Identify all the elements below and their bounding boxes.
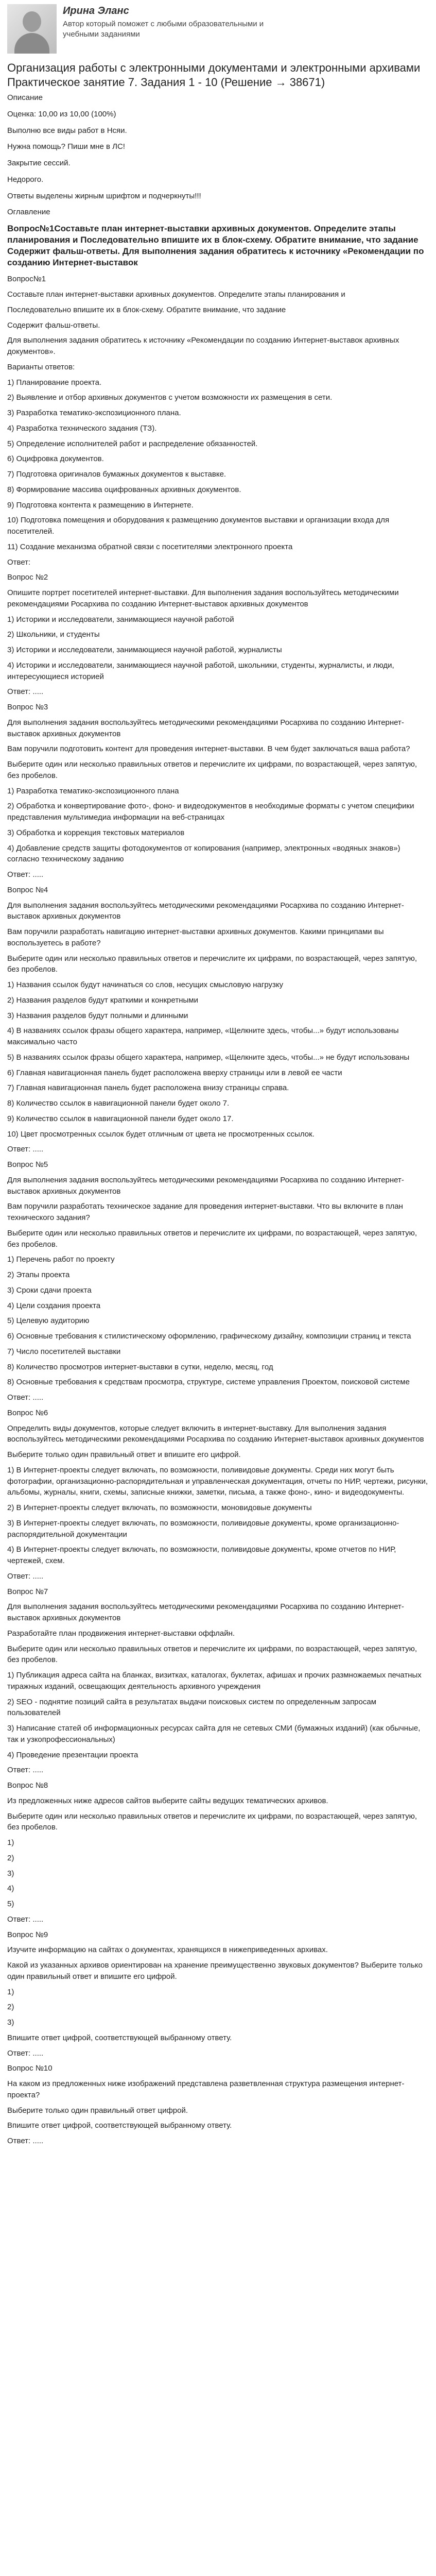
question-line: 1) Публикация адреса сайта на бланках, визитках, каталогах, буклетах, афишах и прочих размножаемых печатных тиражных изданий, освещающих деятельность архивного учреждения	[7, 1671, 422, 1691]
question-label: Вопрос №3	[7, 703, 48, 712]
question-line: Варианты ответов:	[7, 362, 75, 371]
meta-line: Ответы выделены жирным шрифтом и подчеркнуты!!!	[7, 191, 201, 200]
question-line: 7) Число посетителей выставки	[7, 1347, 121, 1356]
question-block	[7, 885, 429, 1155]
question-line: 8) Основные требования к средствам просмотра, структуре, системе управления Проектом, поисковой системе	[7, 1378, 410, 1387]
question-line: Ответ: .....	[7, 870, 44, 879]
question-line: 2) В Интернет-проекты следует включать, по возможности, моновидовые документы	[7, 1503, 312, 1513]
question-line: 1)	[7, 1987, 14, 1996]
question-line: Выберите только один правильный ответ цифрой.	[7, 2106, 188, 2115]
question-line: 1) В Интернет-проекты следует включать, по возможности, поливидовые документы. Среди них могут быть фотографии, организационно-распорядительная и управленческая документация, отчеты по НИР, чертежи, рисунки, альбомы, журналы, книги, схемы, записные книжки, заметки, письма, а также фоно-, кино- и видеодокументы.	[7, 1465, 428, 1497]
question-line: Опишите портрет посетителей интернет-выставки. Для выполнения задания воспользуйтесь методическими рекомендациями Росархива по созданию Интернет-выставок архивных документов	[7, 588, 399, 608]
question-block	[7, 1408, 429, 1582]
meta-line: Выполню все виды работ в Нсяи.	[7, 126, 127, 135]
question-label: Вопрос №9	[7, 1930, 48, 1939]
question-line: Ответ: .....	[7, 1145, 44, 1154]
question-line: 4)	[7, 1884, 14, 1893]
question-line: 2) Обработка и конвертирование фото-, фоно- и видеодокументов в необходимые форматы с учетом специфики представления мультимедиа информации на веб-страницах	[7, 802, 414, 822]
question-block	[7, 274, 429, 568]
question-line: Составьте план интернет-выставки архивных документов. Определите этапы планирования и	[7, 290, 345, 299]
question-line: Изучите информацию на сайтах о документах, хранящихся в нижеприведенных архивах.	[7, 1945, 328, 1955]
question-line: 2) Выявление и отбор архивных документов с учетом возможности их размещения в сети.	[7, 393, 333, 402]
question-line: 10) Подготовка помещения и оборудования к размещению документов выставки и организации входа для посетителей.	[7, 516, 390, 536]
question-line: 9) Подготовка контента к размещению в Интернете.	[7, 500, 194, 510]
author-info	[63, 4, 289, 39]
question-line: 4) В названиях ссылок фразы общего характера, например, «Щелкните здесь, чтобы...» будут использованы максимально часто	[7, 1026, 399, 1047]
meta-line: Описание	[7, 93, 43, 102]
question-line: 4) Разработка технического задания (ТЗ).	[7, 423, 157, 433]
question-line: Из предложенных ниже адресов сайтов выберите сайты ведущих тематических архивов.	[7, 1796, 328, 1805]
question-line: 8) Формирование массива оцифрованных архивных документов.	[7, 485, 241, 494]
question-line: 3) Написание статей об информационных ресурсах сайта для не сетевых СМИ (бумажных изданий) (как обычные, так и узкопрофессиональных)	[7, 1724, 421, 1744]
question-line: 1) Историки и исследователи, занимающиеся научной работой	[7, 615, 234, 624]
question-line: Вам поручили разработать техническое задание для проведения интернет-выставки. Что вы включите в план технического задания?	[7, 1202, 403, 1223]
question-line: 5) В названиях ссылок фразы общего характера, например, «Щелкните здесь, чтобы...» не будут использованы	[7, 1053, 410, 1062]
question-line: Выберите один или несколько правильных ответов и перечислите их цифрами, по возрастающей, через запятую, без пробелов.	[7, 760, 417, 780]
question-line: 5) Определение исполнителей работ и распределение обязанностей.	[7, 439, 258, 448]
question-line: Для выполнения задания воспользуйтесь методическими рекомендациями Росархива по созданию Интернет-выставок архивных документов	[7, 718, 404, 738]
question-line: Ответ:	[7, 557, 31, 567]
question-line: 7) Подготовка оригиналов бумажных документов к выставке.	[7, 470, 226, 479]
question-label: Вопрос №8	[7, 1781, 48, 1790]
question-line: 2) SEO - поднятие позиций сайта в результатах выдачи поисковых систем по определенным запросам пользователей	[7, 1697, 377, 1718]
questions-section	[7, 274, 429, 2147]
question-label: Вопрос№1	[7, 275, 46, 284]
question-line: Для выполнения задания воспользуйтесь методическими рекомендациями Росархива по созданию Интернет-выставок архивных документов	[7, 1175, 404, 1196]
question-line: Ответ: .....	[7, 1766, 44, 1775]
question-line: Впишите ответ цифрой, соответствующей выбранному ответу.	[7, 2121, 232, 2130]
question-line: 7) Главная навигационная панель будет расположена внизу страницы справа.	[7, 1083, 289, 1093]
question-line: 1) Названия ссылок будут начинаться со слов, несущих смысловую нагрузку	[7, 980, 284, 990]
question-line: 8) Количество ссылок в навигационной панели будет около 7.	[7, 1099, 230, 1108]
meta-line: Закрытие сессий.	[7, 159, 71, 167]
meta-section	[7, 92, 429, 218]
question-label: Вопрос №10	[7, 2064, 53, 2073]
question-block	[7, 1780, 429, 1925]
question-line: 4) Цели создания проекта	[7, 1301, 101, 1310]
question-line: Выберите один или несколько правильных ответов и перечислите их цифрами, по возрастающей, через запятую, без пробелов.	[7, 1228, 417, 1249]
question-line: 2)	[7, 1853, 14, 1862]
question-line: 4) Проведение презентации проекта	[7, 1750, 138, 1759]
avatar[interactable]	[7, 4, 57, 54]
question-line: 11) Создание механизма обратной связи с посетителями электронного проекта	[7, 542, 293, 551]
question-line: 6) Оцифровка документов.	[7, 454, 104, 464]
question-line: 2)	[7, 2003, 14, 2012]
question-block	[7, 1586, 429, 1776]
question-line: Последовательно впишите их в блок-схему. Обратите внимание, что задание	[7, 305, 286, 314]
question-line: 2) Этапы проекта	[7, 1270, 70, 1280]
question-line: 3)	[7, 2018, 14, 2027]
question-line: 4) В Интернет-проекты следует включать, по возможности, поливидовые документы, кроме отчетов по НИР, чертежей, схем.	[7, 1545, 396, 1566]
highlight-heading: Вопрос№1Составьте план интернет-выставки архивных документов. Определите этапы планирования и Последовательно впишите их в блок-схему. Обратите внимание, что задание Содержит фальш-ответы. Для выполнения задания обратитесь к источнику «Рекомендации по созданию Интернет-выставок	[7, 224, 424, 268]
question-label: Вопрос №4	[7, 885, 48, 894]
question-line: На каком из предложенных ниже изображений представлена разветвленная структура размещения интернет-проекта?	[7, 2079, 405, 2099]
question-block	[7, 2063, 429, 2147]
question-line: 3) Историки и исследователи, занимающиеся научной работой, журналисты	[7, 646, 282, 655]
question-line: 6) Основные требования к стилистическому оформлению, графическому дизайну, композиции страниц и текста	[7, 1332, 411, 1341]
question-line: 8) Количество просмотров интернет-выставки в сутки, неделю, месяц, год	[7, 1362, 273, 1371]
question-line: 5)	[7, 1900, 14, 1909]
question-line: Впишите ответ цифрой, соответствующей выбранному ответу.	[7, 2033, 232, 2042]
question-line: Определить виды документов, которые следует включить в интернет-выставку. Для выполнения задания воспользуйтесь методическими рекомендациями Росархива по созданию Интернет-выставок архивных документов	[7, 1423, 424, 1444]
question-line: Выберите один или несколько правильных ответов и перечислите их цифрами, по возрастающей, через запятую, без пробелов.	[7, 954, 417, 974]
question-line: 3) Названия разделов будут полными и длинными	[7, 1011, 188, 1020]
question-line: Разработайте план продвижения интернет-выставки оффлайн.	[7, 1629, 235, 1638]
question-label: Вопрос №2	[7, 573, 48, 582]
question-line: Ответ: .....	[7, 687, 44, 697]
question-line: Выберите один или несколько правильных ответов и перечислите их цифрами, по возрастающей, через запятую, без пробелов.	[7, 1811, 417, 1832]
avatar-body-shape	[14, 33, 49, 54]
question-line: 2) Названия разделов будут краткими и конкретными	[7, 995, 198, 1005]
question-block	[7, 1929, 429, 2059]
question-line: 1) Перечень работ по проекту	[7, 1255, 115, 1264]
question-line: Выберите только один правильный ответ и впишите его цифрой.	[7, 1450, 241, 1460]
question-line: 2) Школьники, и студенты	[7, 630, 100, 639]
question-line: Вам поручили разработать навигацию интернет-выставки архивных документов. Какими принципами вы воспользуетесь в работе?	[7, 927, 384, 947]
question-line: Ответ: .....	[7, 2048, 44, 2058]
question-block	[7, 1159, 429, 1403]
meta-line: Недорого.	[7, 175, 44, 184]
author-header	[7, 4, 429, 54]
question-line: 1) Планирование проекта.	[7, 378, 102, 387]
question-line: Выберите один или несколько правильных ответов и перечислите их цифрами, по возрастающей, через запятую, без пробелов.	[7, 1644, 417, 1665]
question-line: 3)	[7, 1869, 14, 1878]
author-name[interactable]: Ирина Эланс	[63, 5, 129, 16]
meta-line: Оценка: 10,00 из 10,00 (100%)	[7, 109, 116, 118]
question-line: Содержит фальш-ответы.	[7, 320, 100, 330]
question-line: Для выполнения задания обратитесь к источнику «Рекомендации по созданию Интернет-выставок архивных документов».	[7, 336, 399, 357]
question-line: 3) Обработка и коррекция текстовых материалов	[7, 828, 185, 837]
meta-line: Нужна помощь? Пиши мне в ЛС!	[7, 142, 125, 151]
question-label: Вопрос №6	[7, 1408, 48, 1417]
question-line: 9) Количество ссылок в навигационной панели будет около 17.	[7, 1114, 234, 1123]
author-bio: Автор который поможет с любыми образовательными и учебными заданиями	[63, 20, 264, 39]
question-line: Для выполнения задания воспользуйтесь методическими рекомендациями Росархива по созданию Интернет-выставок архивных документов	[7, 1602, 404, 1623]
question-line: Какой из указанных архивов ориентирован на хранение преимущественно звуковых документов? Выберите только один правильный ответ и впишите его цифрой.	[7, 1961, 423, 1981]
question-line: Ответ: .....	[7, 1393, 44, 1402]
question-line: 3) Сроки сдачи проекта	[7, 1285, 92, 1295]
question-line: 4) Добавление средств защиты фотодокументов от копирования (например, электронных «водяных знаков») согласно техническому заданию	[7, 843, 400, 864]
question-line: 4) Историки и исследователи, занимающиеся научной работой, школьники, студенты, журналисты, и люди, интересующиеся историей	[7, 660, 394, 681]
question-line: 3) Разработка тематико-экспозиционного плана.	[7, 409, 181, 418]
question-label: Вопрос №7	[7, 1587, 48, 1596]
question-line: Для выполнения задания воспользуйтесь методическими рекомендациями Росархива по созданию Интернет-выставок архивных документов	[7, 901, 404, 921]
question-line: 1) Разработка тематико-экспозиционного плана	[7, 786, 179, 795]
question-block	[7, 572, 429, 698]
question-block	[7, 702, 429, 880]
question-line: Вам поручили подготовить контент для проведения интернет-выставки. В чем будет заключаться ваша работа?	[7, 744, 410, 754]
meta-line: Оглавление	[7, 208, 50, 217]
question-line: 10) Цвет просмотренных ссылок будет отличным от цвета не просмотренных ссылок.	[7, 1129, 315, 1139]
question-label: Вопрос №5	[7, 1160, 48, 1170]
question-line: 3) В Интернет-проекты следует включать, по возможности, поливидовые документы, кроме организационно-распорядительной документации	[7, 1518, 399, 1539]
document-title: Организация работы с электронными документами и электронными архивами Практическое занятие 7. Задания 1 - 10 (Решение → 38671)	[7, 61, 421, 89]
question-line: Ответ: .....	[7, 1914, 44, 1924]
avatar-head-shape	[23, 11, 41, 32]
question-line: Ответ: .....	[7, 1571, 44, 1581]
question-line: 6) Главная навигационная панель будет расположена вверху страницы или в левой ее части	[7, 1068, 342, 1077]
question-line: 1)	[7, 1838, 14, 1848]
question-line: Ответ: .....	[7, 2137, 44, 2146]
question-line: 5) Целевую аудиторию	[7, 1316, 90, 1326]
